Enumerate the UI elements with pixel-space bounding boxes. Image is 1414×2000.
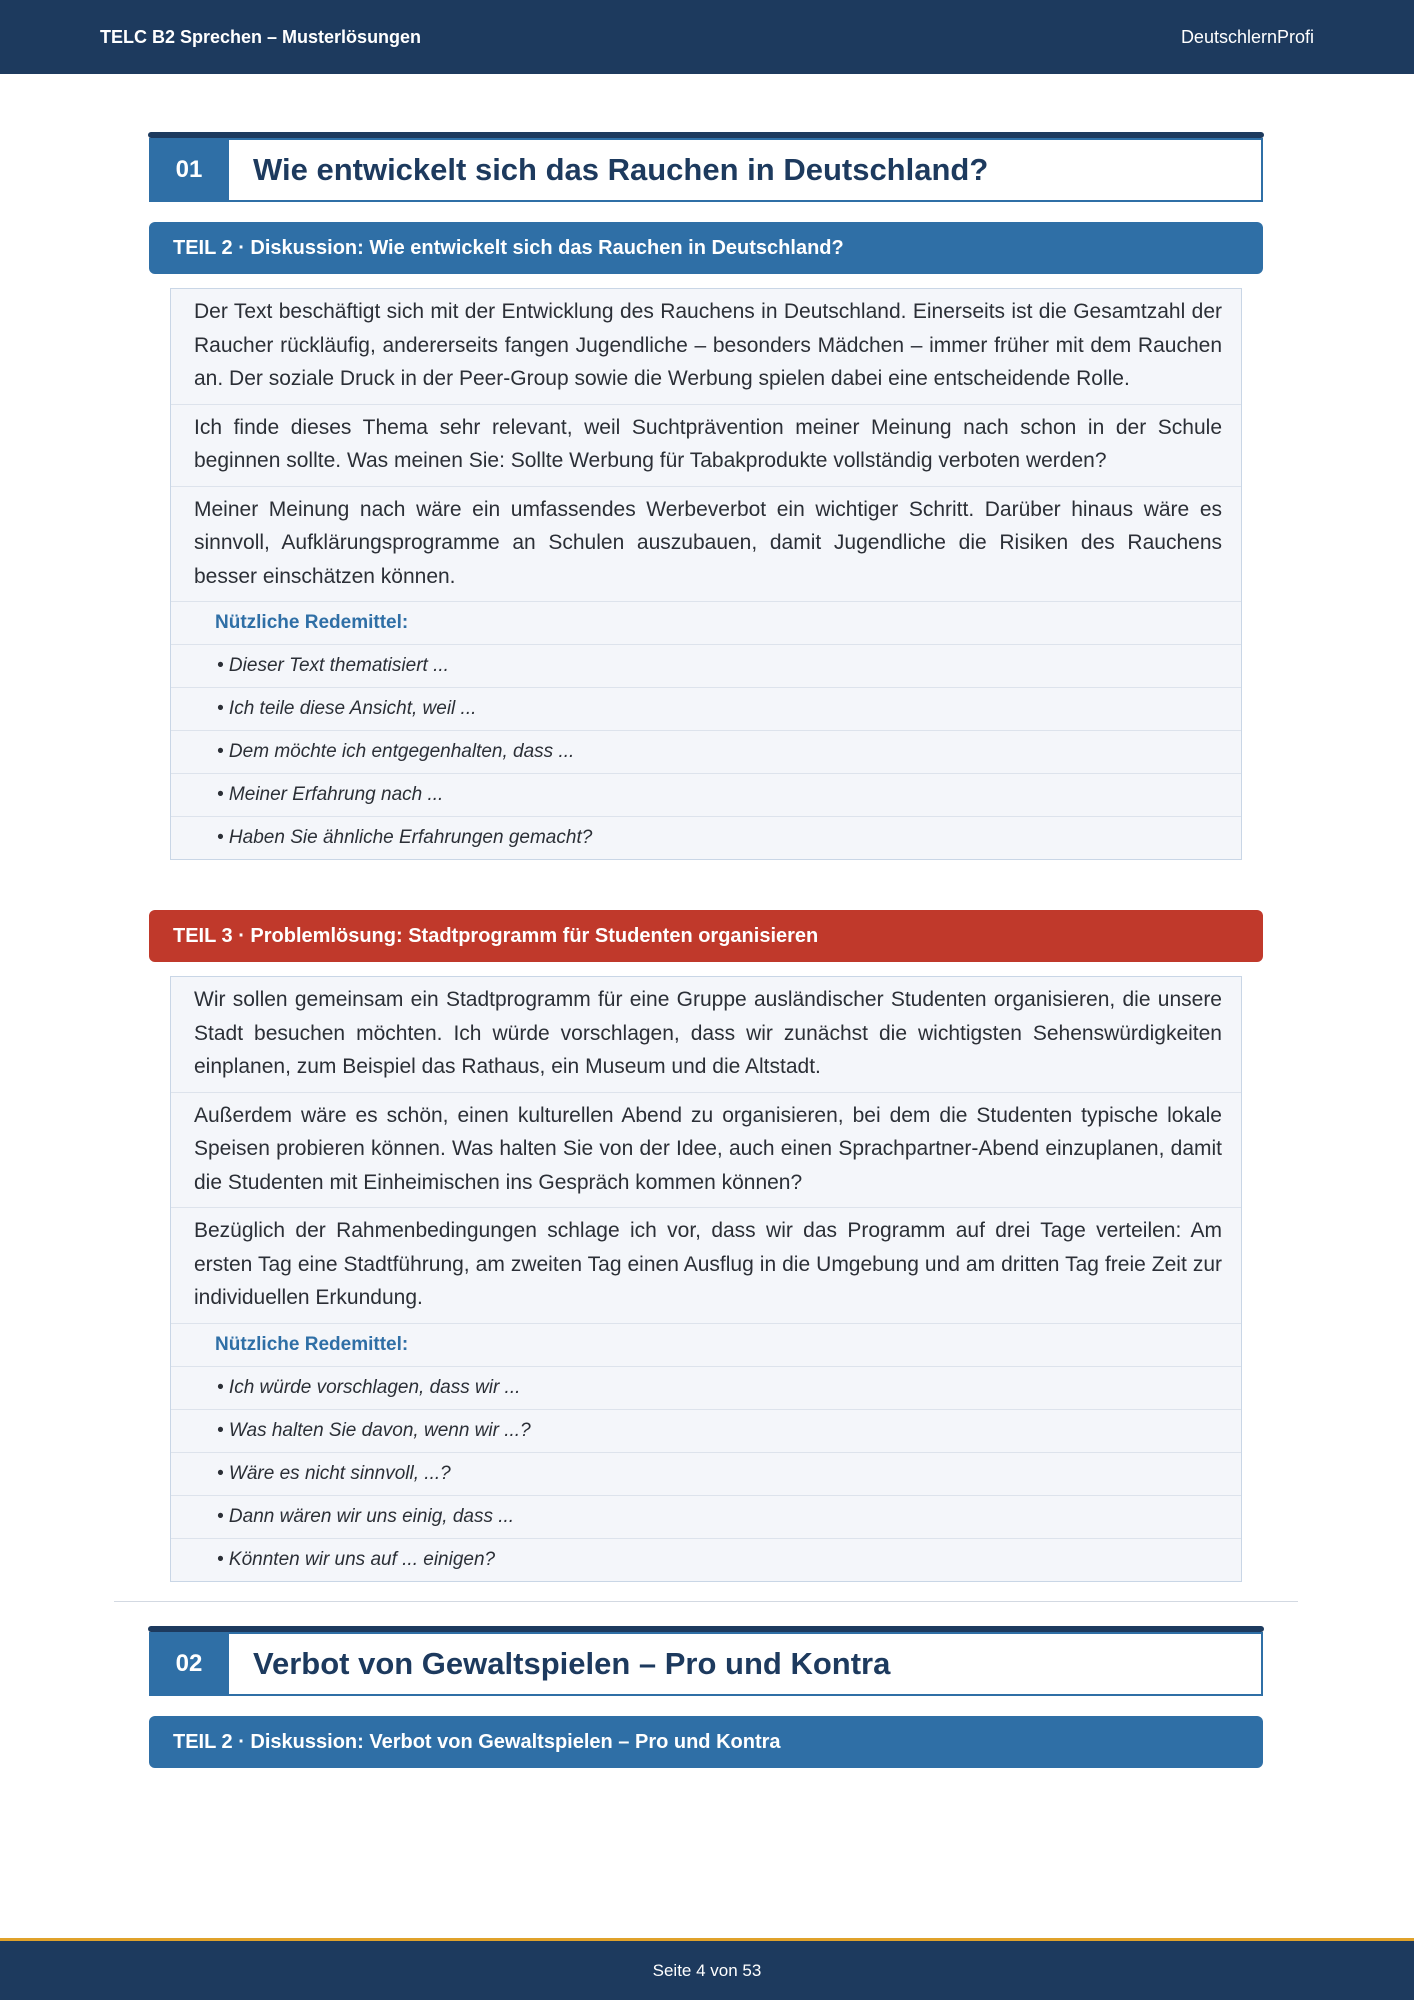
answer-paragraph: Außerdem wäre es schön, einen kulturellen Abend zu organisieren, bei dem die Studenten typische lokale Speisen probieren können. Was halten Sie von der Idee, auch einen Sprachpartner-Abend einzuplanen, damit die Studenten mit Einheimischen ins Gespräch kommen können? (171, 1093, 1241, 1209)
redemittel-title: Nützliche Redemittel: (171, 1324, 1241, 1367)
teil2-answer-box (170, 288, 1242, 860)
redemittel-item: • Haben Sie ähnliche Erfahrungen gemacht? (217, 827, 593, 848)
teil2-label: TEIL 2 · Diskussion: Verbot von Gewaltspielen – Pro und Kontra (149, 1716, 1263, 1768)
section-number: 02 (149, 1632, 229, 1696)
redemittel-item: • Dann wären wir uns einig, dass ... (171, 1496, 1241, 1539)
teil3-block (149, 910, 1263, 1582)
section-02 (149, 1632, 1263, 1696)
header-bar (0, 0, 1414, 74)
redemittel-item: • Ich würde vorschlagen, dass wir ... (171, 1367, 1241, 1410)
footer-bar (0, 1941, 1414, 2000)
teil3-label: TEIL 3 · Problemlösung: Stadtprogramm für Studenten organisieren (149, 910, 1263, 962)
answer-paragraph: Bezüglich der Rahmenbedingungen schlage ich vor, dass wir das Programm auf drei Tage verteilen: Am ersten Tag eine Stadtführung, am zweiten Tag einen Ausflug in die Umgebung und am dritten Tag freie Zeit zur individuellen Erkundung. (171, 1208, 1241, 1324)
redemittel-item: • Dem möchte ich entgegenhalten, dass ... (171, 731, 1241, 774)
redemittel-item: • Wäre es nicht sinnvoll, ...? (171, 1453, 1241, 1496)
section-01 (149, 138, 1263, 202)
teil2-block-02 (149, 1716, 1263, 1768)
page-number: Seite 4 von 53 (652, 1960, 762, 1980)
section-title: Wie entwickelt sich das Rauchen in Deutschland? (253, 152, 989, 187)
redemittel-item: • Dieser Text thematisiert ... (171, 645, 1241, 688)
answer-paragraph: Wir sollen gemeinsam ein Stadtprogramm für eine Gruppe ausländischer Studenten organisieren, die unsere Stadt besuchen möchten. Ich würde vorschlagen, dass wir zunächst die wichtigsten Sehenswürdigkeiten einplanen, zum Beispiel das Rathaus, ein Museum und die Altstadt. (171, 977, 1241, 1093)
redemittel-item: • Meiner Erfahrung nach ... (171, 774, 1241, 817)
redemittel-title: Nützliche Redemittel: (171, 602, 1241, 645)
document-title: TELC B2 Sprechen – Musterlösungen (100, 26, 422, 47)
section-header (149, 138, 1263, 202)
redemittel-item: • Könnten wir uns auf ... einigen? (217, 1548, 496, 1570)
section-number: 01 (149, 138, 229, 202)
brand-name: DeutschlernProfi (1180, 26, 1314, 47)
answer-paragraph: Ich finde dieses Thema sehr relevant, weil Suchtprävention meiner Meinung nach schon in der Schule beginnen sollte. Was meinen Sie: Sollte Werbung für Tabakprodukte vollständig verboten werden? (171, 405, 1241, 487)
section-title: Verbot von Gewaltspielen – Pro und Kontra (253, 1646, 891, 1681)
teil3-answer-box (170, 976, 1242, 1582)
answer-paragraph: Der Text beschäftigt sich mit der Entwicklung des Rauchens in Deutschland. Einerseits ist die Gesamtzahl der Raucher rückläufig, andererseits fangen Jugendliche – besonders Mädchen – immer früher mit dem Rauchen an. Der soziale Druck in der Peer-Group sowie die Werbung spielen dabei eine entscheidende Rolle. (171, 289, 1241, 405)
redemittel-item: • Was halten Sie davon, wenn wir ...? (171, 1410, 1241, 1453)
teil2-label: TEIL 2 · Diskussion: Wie entwickelt sich das Rauchen in Deutschland? (149, 222, 1263, 274)
answer-paragraph: Meiner Meinung nach wäre ein umfassendes Werbeverbot ein wichtiger Schritt. Darüber hinaus wäre es sinnvoll, Aufklärungsprogramme an Schulen auszubauen, damit Jugendliche die Risiken des Rauchens besser einschätzen können. (171, 487, 1241, 603)
section-divider (114, 1601, 1298, 1602)
section-header (149, 1632, 1263, 1696)
redemittel-item: • Ich teile diese Ansicht, weil ... (171, 688, 1241, 731)
teil2-block (149, 222, 1263, 860)
